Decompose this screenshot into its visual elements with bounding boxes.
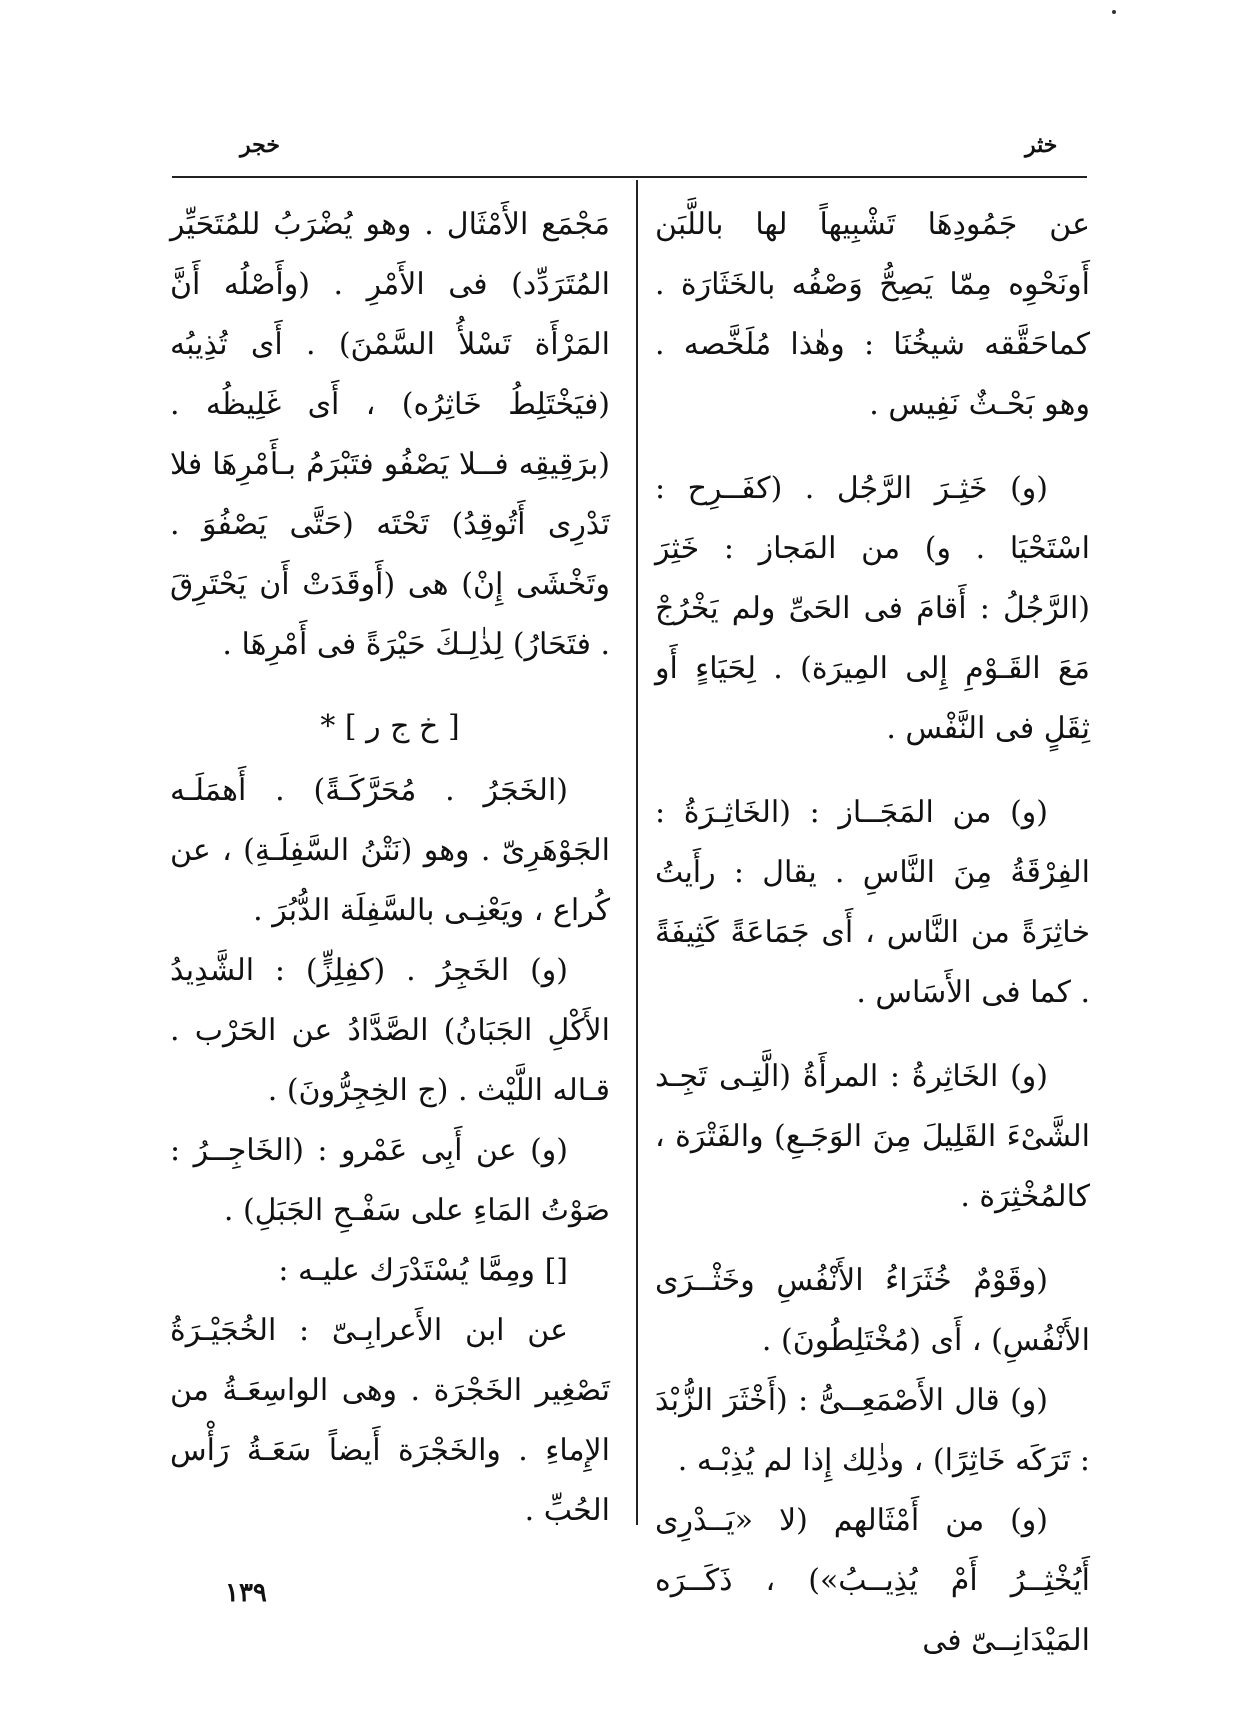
right-column — [655, 195, 1090, 1671]
running-header-right: خثر — [1025, 132, 1058, 158]
entry-paragraph: (و) عن أَبِى عَمْرو : (الخَاجِــرُ : صَوْتُ المَاءِ على سَفْـحِ الجَبَلِ) . — [170, 1133, 610, 1228]
entry-paragraph: (و) خَثِـرَ الرَّجُل . (كفَــرِح : اسْتَحْيَا . و) من المَجاز : خَثِرَ (الرَّجُلُ : أَقامَ فى الحَىِّ ولم يَخْرُجْ مَعَ القَـوْمِ إِلى المِيرَة) . لِحَيَاءٍ أَو ثِقَلٍ فى النَّفْس . — [655, 471, 1090, 746]
entry-heading: [ خ ج ر ] * — [320, 709, 460, 744]
entry-paragraph: [] ومِمَّا يُسْتَدْرَك عليـه : — [278, 1253, 568, 1288]
entry-paragraph: (و) من المَجَــاز : (الخَاثِـرَةُ : الفِرْقَةُ مِنَ النَّاسِ . يقال : رأَيتُ خاثِرَةً من النَّاس ، أَى جَمَاعَةً كَثِيفَةً . كما فى الأَسَاس . — [655, 795, 1090, 1010]
entry-paragraph: (و) الخَاثِرةُ : المرأَةُ (الَّتِـى تَجِـد الشَّىْءَ القَلِيلَ مِنَ الوَجَـعِ) والفَتْرَة ، كالمُخْثِرَة . — [655, 1059, 1090, 1214]
entry-paragraph: (و) قال الأَصْمَعِــىُّ : (أَخْثَرَ الزُّبْدَ : تَرَكَه خَاثِرًا) ، وذٰلِك إِذا لم يُذِبْـه . — [655, 1383, 1090, 1478]
left-column — [170, 195, 610, 1541]
running-header-left: خجر — [240, 132, 280, 158]
speck-mark — [1112, 10, 1116, 14]
entry-paragraph: عن ابن الأَعرابِـىّ : الخُجَيْـرَةُ تَصْغِير الخَجْرَة . وهى الواسِعَـةُ من الإِماءِ . والخَجْرَة أَيضاً سَعَـةُ رَأْس الحُبِّ . — [170, 1313, 610, 1528]
header-rule — [172, 176, 1087, 178]
entry-paragraph: (الخَجَرُ . مُحَرَّكَـةً) . أَهمَلَـه الجَوْهَرِىّ . وهو (نَتْنُ السَّفِلَـةِ) ، عن كُراع ، ويَعْنِـى بالسَّفِلَة الدُّبُرَ . — [170, 773, 610, 928]
entry-paragraph: عن جَمُودِهَا تَشْبِيهاً لها باللَّبَن أَونَحْوِه مِمّا يَصِحُّ وَصْفُه بالخَثَارَة . كماحَقَّقه شيخُنَا : وهٰذا مُلَخَّصه . وهو بَحْـثٌ نَفِيس . — [655, 207, 1090, 422]
entry-paragraph: مَجْمَع الأَمْثَال . وهو يُضْرَبُ للمُتَحَيِّر المُتَرَدِّد) فى الأَمْرِ . (وأَصْلُه أَنَّ المَرْأَة تَسْلأُ السَّمْنَ) . أَى تُذِيبُه (فيَخْتَلِطُ خَاثِرُه) ، أَى غَلِيظُه . (برَقِيقِه فــلا يَصْفُو فتَبْرَمُ بـأَمْرِهَا فلا تَدْرِى أَتُوقِدُ) تَحْتَه (حَتَّى يَصْفُوَ . وتَخْشَى إِنْ) هى (أَوقَدَتْ أَن يَحْتَرِقَ . فتَحَارُ) لِذٰلِـكَ حَيْرَةً فى أَمْرِهَا . — [170, 207, 610, 662]
entry-paragraph: (و) من أَمْثَالهم (لا «يَــدْرِى أَيُخْثِــرُ أَمْ يُذِيــبُ») ، ذَكَــرَه المَيْدَانِــىّ فى — [655, 1503, 1090, 1658]
column-divider — [636, 180, 638, 1525]
entry-paragraph: (و) الخَجِرُ . (كفِلِزٍّ) : الشَّدِيدُ الأَكْلِ الجَبَانُ) الصَّدَّادُ عن الحَرْب . قـاله اللَّيْث . (ج الخِجِرُّونَ) . — [170, 953, 610, 1108]
page-number: ١٣٩ — [225, 1578, 267, 1608]
entry-paragraph: (وقَوْمٌ خُثَرَاءُ الأَنْفُسِ وخَثْــرَى الأَنْفُسِ) ، أَى (مُخْتَلِطُونَ) . — [655, 1263, 1090, 1358]
